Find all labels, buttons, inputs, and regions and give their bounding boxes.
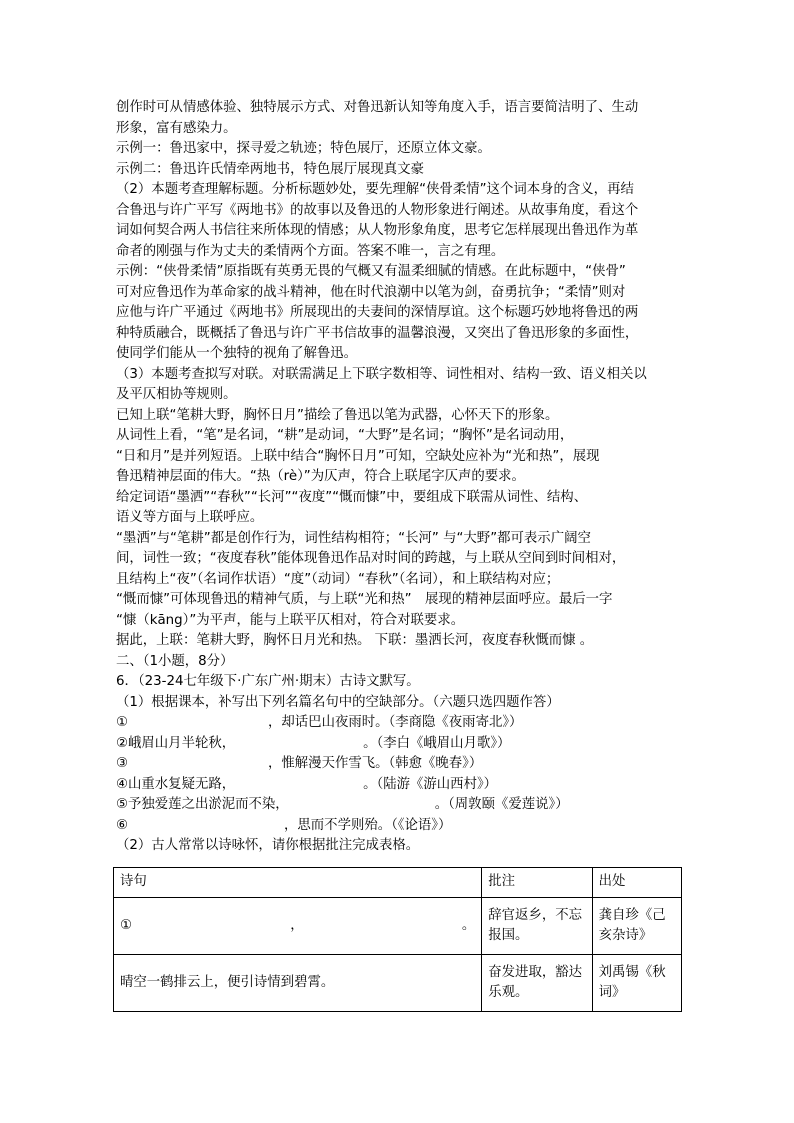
note-cell: 辞官返乡，不忘报国。 bbox=[482, 898, 592, 955]
para: “日和月”是并列短语。上联中结合“胸怀日月”可知，空缺处应补为“光和热”，展现 bbox=[116, 448, 600, 464]
para: “墨洒”与“笔耕”都是创作行为，词性结构相符；“长河” 与“大野”都可表示广阔空 bbox=[116, 530, 591, 546]
para: （3）本题考查拟写对联。对联需满足上下联字数相等、词性相对、结构一致、语义相关以 bbox=[116, 366, 647, 382]
poem-line-cell: 晴空一鹤排云上，便引诗情到碧霄。 bbox=[114, 955, 482, 1012]
fill-blank-line: ③ ，惟解漫天作雪飞。（韩愈《晚春》） bbox=[116, 756, 483, 771]
table-row bbox=[114, 955, 682, 1012]
para: 示例二：鲁迅许氏情牵两地书，特色展厅展现真文豪 bbox=[116, 161, 424, 177]
question-title: 6．（23-24七年级下·广东广州·期末）古诗文默写。 bbox=[116, 674, 420, 689]
fill-blank-line: ⑥ ，思而不学则殆。（《论语》） bbox=[116, 817, 452, 833]
para: “慨而慷”可体现鲁迅的精神气质，与上联“光和热” 展现的精神层面呼应。最后一字 bbox=[116, 592, 613, 607]
para: （2）本题考查理解标题。分析标题妙处，要先理解“侠骨柔情”这个词本身的含义，再结 bbox=[116, 182, 634, 197]
answer-content bbox=[116, 98, 686, 857]
fill-blank-line: ②峨眉山月半轮秋， 。（李白《峨眉山月歌》） bbox=[116, 735, 511, 751]
note-cell: 奋发进取，豁达乐观。 bbox=[482, 955, 592, 1012]
para: 示例一：鲁迅家中，探寻爱之轨迹；特色展厅，还原立体文豪。 bbox=[116, 141, 491, 156]
source-cell: 龚自珍《己亥杂诗》 bbox=[592, 898, 681, 955]
fill-blank-line: ⑤予独爱莲之出淤泥而不染， 。（周敦颐《爱莲说》） bbox=[116, 797, 569, 812]
para: 合鲁迅与许广平写《两地书》的故事以及鲁迅的人物形象进行阐述。从故事角度，看这个 bbox=[116, 202, 639, 218]
para: 鲁迅精神层面的伟大。“热（rè）”为仄声，符合上联尾字仄声的要求。 bbox=[116, 469, 525, 484]
para: 词如何契合两人书信往来所体现的情感；从人物形象角度，思考它怎样展现出鲁迅作为革 bbox=[116, 223, 639, 238]
para: 据此，上联：笔耕大野，胸怀日月光和热。 下联：墨洒长河，夜度春秋慨而慷 。 bbox=[116, 633, 594, 648]
para: 种特质融合，既概括了鲁迅与许广平书信故事的温馨浪漫，又突出了鲁迅形象的多面性， bbox=[116, 325, 639, 341]
para: 形象，富有感染力。 bbox=[116, 120, 237, 136]
para: “慷（kāng）”为平声，能与上联平仄相对，符合对联要求。 bbox=[116, 612, 465, 628]
para: 从词性上看，“笔”是名词，“耕”是动词，“大野”是名词；“胸怀”是名词动用， bbox=[116, 428, 574, 443]
para: 且结构上“夜”（名词作状语）“度”（动词）“春秋”（名词），和上联结构对应； bbox=[116, 571, 560, 587]
section-heading: 二、（1小题，8分） bbox=[116, 653, 234, 669]
poem-line-cell[interactable]: ① ， 。 bbox=[114, 898, 482, 955]
para: 示例：“侠骨柔情”原指既有英勇无畏的气概又有温柔细腻的情感。在此标题中，“侠骨” bbox=[116, 264, 626, 279]
para: 语义等方面与上联呼应。 bbox=[116, 510, 264, 525]
source-cell: 刘禹锡《秋词》 bbox=[592, 955, 681, 1012]
para: 可对应鲁迅作为革命家的战斗精神，他在时代浪潮中以笔为剑，奋勇抗争；“柔情”则对 bbox=[116, 284, 626, 300]
para: 及平仄相协等规则。 bbox=[116, 387, 237, 402]
para: 给定词语“墨洒”“春秋”“长河”“夜度”“慨而慷”中，要组成下联需从词性、结构、 bbox=[116, 489, 588, 505]
para: 创作时可从情感体验、独特展示方式、对鲁迅新认知等角度入手，语言要简洁明了、生动 bbox=[116, 100, 639, 115]
para: 应他与许广平通过《两地书》所展现出的夫妻间的深情厚谊。这个标题巧妙地将鲁迅的两 bbox=[116, 305, 639, 320]
para: （1）根据课本，补写出下列名篇名句中的空缺部分。（六题只选四题作答） bbox=[116, 694, 560, 710]
header-cell: 诗句 bbox=[114, 868, 482, 898]
header-cell: 出处 bbox=[592, 868, 681, 898]
fill-blank-line: ① ，却话巴山夜雨时。（李商隐《夜雨寄北》） bbox=[116, 715, 523, 730]
table-row bbox=[114, 898, 682, 955]
header-cell: 批注 bbox=[482, 868, 592, 898]
para: 命者的刚强与作为丈夫的柔情两个方面。答案不唯一，言之有理。 bbox=[116, 243, 505, 259]
poetry-table bbox=[113, 867, 682, 1012]
table-header-row bbox=[114, 868, 682, 898]
para: 使同学们能从一个独特的视角了解鲁迅。 bbox=[116, 346, 358, 361]
para: 间，词性一致；“夜度春秋”能体现鲁迅作品对时间的跨越，与上联从空间到时间相对， bbox=[116, 551, 626, 566]
fill-blank-line: ④山重水复疑无路， 。（陆游《游山西村》） bbox=[116, 776, 498, 792]
para: 已知上联“笔耕大野，胸怀日月”描绘了鲁迅以笔为武器，心怀天下的形象。 bbox=[116, 407, 559, 423]
para: （2）古人常常以诗咏怀，请你根据批注完成表格。 bbox=[116, 838, 420, 853]
